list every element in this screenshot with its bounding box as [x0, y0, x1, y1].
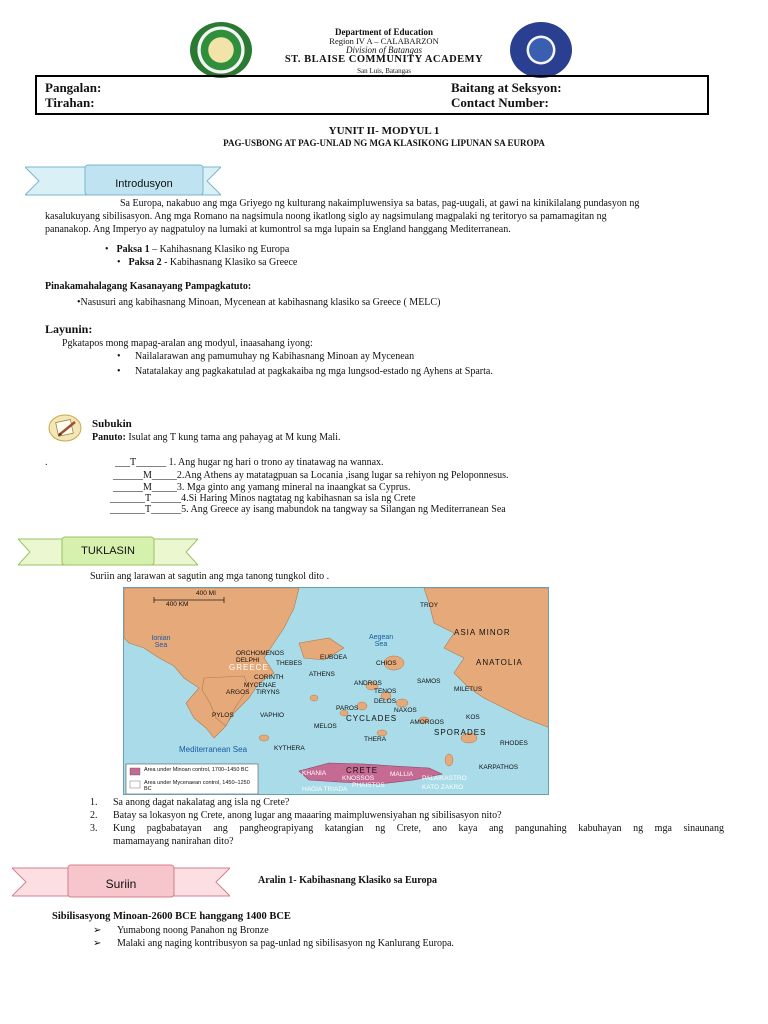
introdusyon-label: Introdusyon [115, 178, 173, 190]
module-subtitle: PAG-USBONG AT PAG-UNLAD NG MGA KLASIKONG LIPUNAN SA EUROPA [223, 138, 545, 148]
city-paros: PAROS [336, 705, 359, 712]
intro-line-1: Sa Europa, nakabuo ang mga Griyego ng kulturang nakaimpluwensiya sa batas, pag-uugali, at gawi na kinikilalang pundasyon ng [120, 198, 640, 209]
header-division: Division of Batangas [346, 45, 422, 55]
city-athens: ATHENS [309, 671, 335, 678]
paksa-item-2: • Paksa 2 - Kabihasnang Klasiko sa Greece [117, 257, 298, 268]
header-school: ST. BLAISE COMMUNITY ACADEMY [284, 54, 484, 65]
panuto-label: Panuto: [92, 432, 126, 443]
subukin-heading: Subukin [92, 418, 132, 430]
pangalan-label: Pangalan: [45, 80, 102, 95]
city-palaikastro: PALAIKASTRO [422, 775, 467, 782]
legend-minoan: Area under Minoan control, 1700–1450 BC [144, 767, 249, 773]
pencil-paper-icon [48, 414, 82, 442]
city-kato-zakro: KATO ZAKRO [422, 784, 464, 791]
question-3-text: Kung pagbabatayan ang pangheograpiyang katangian ng Crete, ano kaya ang pangunahing kabuhayan ng mga sinaunang [113, 823, 724, 834]
intro-line-2: kasalukuyang sibilisasyon. Ang mga Romano na nagsimula noong ikatlong siglo ay nagsimulang magpalaki ng teritoryo sa pamamagitan ng [45, 211, 607, 222]
city-rhodes: RHODES [500, 740, 528, 747]
scale-km-label: 400 KM [166, 601, 189, 608]
city-delphi: DELPHI [236, 657, 260, 664]
header-location: San Luis, Batangas [357, 67, 411, 75]
paksa-list [105, 243, 297, 269]
scale-mi-label: 400 MI [196, 590, 216, 597]
header-department: Department of Education [335, 27, 433, 37]
paksa-1-text: – Kahihasnang Klasiko ng Europa [149, 244, 290, 255]
city-hagia-triada: HAGIA TRIADA [302, 786, 348, 793]
city-naxos: NAXOS [394, 707, 417, 714]
question-3-cont-text: mamamayang nanirahan dito? [113, 836, 234, 847]
unit-title: YUNIT II- MODYUL 1 [328, 125, 440, 137]
aegean-map [123, 587, 549, 795]
paksa-item-1: • Paksa 1 – Kahihasnang Klasiko ng Europa [105, 244, 290, 255]
city-corinth: CORINTH [254, 674, 284, 681]
question-3-num: 3. [90, 823, 98, 834]
paksa-2-label: Paksa 2 [128, 257, 162, 268]
intro-line-3: pananakop. Ang Imperyo ay nagpatuloy na lumaki at kumontrol sa mga lupain sa England hanggang Mediterranean. [45, 224, 511, 235]
city-chios: CHIOS [376, 660, 397, 667]
aralin-title: Aralin 1- Kabihasnang Klasiko sa Europa [258, 875, 438, 886]
contact-label: Contact Number: [451, 95, 549, 110]
city-samos: SAMOS [417, 678, 441, 685]
region-euboea: EUBOEA [320, 654, 348, 661]
city-tenos: TENOS [374, 688, 397, 695]
tirahan-label: Tirahan: [45, 95, 95, 110]
sea-ionian: Ionian Sea [151, 635, 171, 649]
city-amorgos: AMORGOS [410, 719, 444, 726]
city-phaistos: PHAISTOS [352, 782, 385, 789]
question-1-text: Sa anong dagat nakalatag ang isla ng Crete? [113, 797, 290, 808]
paksa-2-text: - Kabihasnang Klasiko sa Greece [161, 257, 298, 268]
melc-item: •Nasusuri ang kabihasnang Minoan, Mycenean at kabihasnang klasiko sa Greece ( MELC) [77, 297, 441, 308]
question-2 [90, 809, 724, 822]
subukin-item-2: ______M_____2.Ang Athens ay matatagpuan sa Locania ,isang lugar sa rehiyon ng Peloponnesus. [113, 470, 509, 481]
subukin-dot: . [45, 457, 48, 468]
question-3 [90, 822, 724, 835]
subukin-item-5: _______T______5. Ang Greece ay isang mabundok na tangway sa Silangan ng Mediterranean Sea [110, 504, 506, 515]
tuklasin-label: TUKLASIN [81, 545, 135, 557]
subukin-item-3: ______M_____3. Mga ginto ang yamang mineral na inaangkat sa Cyprus. [113, 482, 411, 493]
region-greece: GREECE [229, 663, 269, 672]
city-thera: THERA [364, 736, 387, 743]
city-kos: KOS [466, 714, 480, 721]
legend-mycenaean: Area under Mycenaean control, 1450–1250 BC [144, 780, 250, 792]
layunin-item-2: • Natatalakay ang pagkakatulad at pagkakaiba ng mga lungsod-estado ng Ayhens at Sparta. [117, 366, 493, 377]
minoan-item-2: ➢ Malaki ang naging kontribusyon sa pag-unlad ng sibilisasyon ng Kanlurang Europa. [93, 938, 454, 949]
layunin-list [117, 350, 493, 378]
city-mallia: MALLIA [390, 771, 414, 778]
city-thebes: THEBES [276, 660, 303, 667]
tuklasin-instruction: Suriin ang larawan at sagutin ang mga tanong tungkol dito . [90, 571, 330, 582]
city-kythera: KYTHERA [274, 745, 305, 752]
minoan-item-1: ➢ Yumabong noong Panahon ng Bronze [93, 925, 269, 936]
panuto-line [92, 431, 341, 444]
city-knossos: KNOSSOS [342, 775, 375, 782]
tuklasin-questions [90, 796, 724, 848]
question-3-cont [90, 835, 724, 848]
city-andros: ANDROS [354, 680, 382, 687]
city-vaphio: VAPHIO [260, 712, 285, 719]
subukin-item-1: ___T______ 1. Ang hugar ng hari o trono ay tinatawag na wannax. [115, 457, 384, 468]
region-anatolia: ANATOLIA [476, 658, 523, 667]
city-miletus: MILETUS [454, 686, 483, 693]
city-argos: ARGOS [226, 689, 250, 696]
baitang-label: Baitang at Seksyon: [451, 80, 562, 95]
melc-heading: Pinakamahalagang Kasanayang Pampagkatuto: [45, 281, 252, 292]
header-region: Region IV A – CALABARZON [329, 36, 439, 46]
city-delos: DELOS [374, 698, 397, 705]
panuto-text: Isulat ang T kung tama ang pahayag at M kung Mali. [125, 432, 341, 443]
region-asia-minor: ASIA MINOR [454, 628, 511, 637]
intro-paragraph [45, 197, 725, 236]
layunin-heading: Layunin: [45, 322, 93, 336]
minoan-list [93, 924, 454, 950]
region-crete: CRETE [346, 766, 379, 775]
minoan-heading: Sibilisasyong Minoan-2600 BCE hanggang 1400 BCE [52, 911, 291, 922]
melc-text: Nasusuri ang kabihasnang Minoan, Mycenean at kabihasnang klasiko sa Greece ( MELC) [80, 297, 441, 308]
sea-aegean: Aegean Sea [369, 634, 394, 648]
subukin-item-4: _______T______4.Si Haring Minos nagtatag ng kabihasnan sa isla ng Crete [110, 493, 416, 504]
region-sporades: SPORADES [434, 728, 487, 737]
city-melos: MELOS [314, 723, 337, 730]
sea-mediterranean: Mediterranean Sea [179, 745, 248, 754]
layunin-intro: Pgkatapos mong mapag-aralan ang modyul, inaasahang iyong: [62, 338, 313, 349]
region-cyclades: CYCLADES [346, 714, 398, 723]
question-2-num: 2. [90, 810, 98, 821]
city-pylos: PYLOS [212, 712, 234, 719]
city-karpathos: KARPATHOS [479, 764, 519, 771]
city-troy: TROY [420, 602, 439, 609]
layunin-item-1: • Nailalarawan ang pamumuhay ng Kabihasnang Minoan ay Mycenean [117, 351, 415, 362]
city-tiryns: TIRYNS [256, 689, 280, 696]
suriin-label: Suriin [105, 877, 137, 891]
city-mycenae: MYCENAE [244, 682, 277, 689]
city-orchomenos: ORCHOMENOS [236, 650, 285, 657]
question-2-text: Batay sa lokasyon ng Crete, anong lugar ang maaaring maimpluwensiyahan ng sibilisasyon nito? [113, 810, 502, 821]
student-info-box [35, 75, 709, 115]
paksa-1-label: Paksa 1 [116, 244, 150, 255]
question-1-num: 1. [90, 797, 98, 808]
city-khania: KHANIA [302, 770, 327, 777]
question-1 [90, 796, 724, 809]
